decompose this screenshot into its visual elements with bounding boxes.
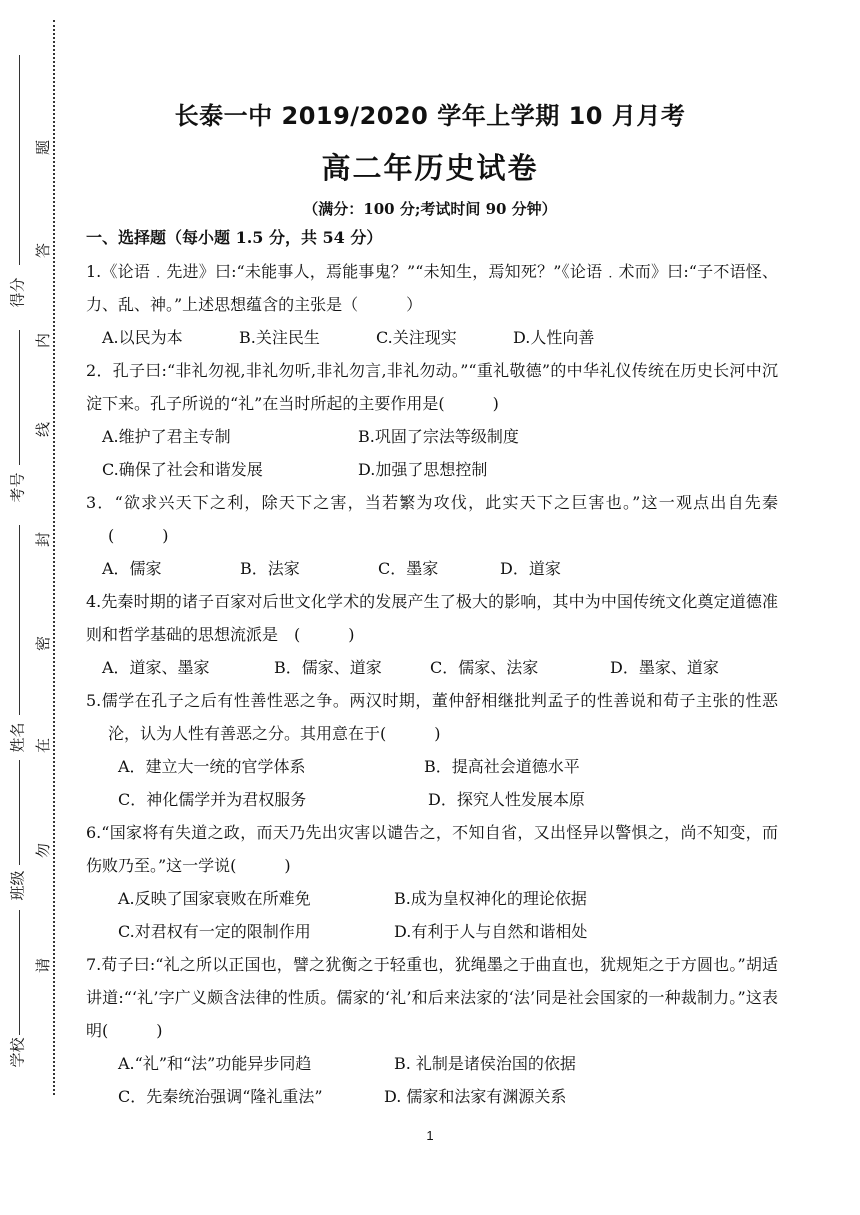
- options-row: [86, 651, 778, 684]
- options-row: [86, 552, 778, 585]
- school-blank-line: [19, 910, 21, 1035]
- option: D．道家: [500, 559, 561, 578]
- option: B．法家: [240, 559, 300, 578]
- option: C.确保了社会和谐发展: [102, 460, 263, 479]
- option: A．建立大一统的官学体系: [118, 757, 306, 776]
- question: [86, 684, 778, 816]
- option: C．墨家: [378, 559, 439, 578]
- option: B.关注民生: [239, 328, 320, 347]
- seal-char: 在: [34, 737, 53, 754]
- option: D．探究人性发展本原: [428, 790, 585, 809]
- option: D. 儒家和法家有渊源关系: [384, 1087, 567, 1106]
- question: [86, 948, 778, 1113]
- option: D.有利于人与自然和谐相处: [394, 922, 588, 941]
- option: B.成为皇权神化的理论依据: [394, 889, 587, 908]
- seal-char: 内: [34, 332, 53, 349]
- option: A．道家、墨家: [102, 658, 210, 677]
- question-stem: 5.儒学在孔子之后有性善性恶之争。两汉时期，董仲舒相继批判孟子的性善说和荀子主张的性恶沦，认为人性有善恶之分。其用意在于( ): [86, 691, 778, 743]
- options-row: [86, 1047, 778, 1080]
- seal-char: 题: [34, 139, 53, 156]
- options-row: [86, 750, 778, 783]
- option: B．提高社会道德水平: [424, 757, 580, 776]
- name-blank-line: [19, 525, 21, 715]
- seal-char: 请: [34, 957, 53, 974]
- option: C．先秦统治强调“隆礼重法”: [118, 1087, 323, 1106]
- options-row: [86, 1080, 778, 1113]
- question-stem: 2．孔子曰:“非礼勿视,非礼勿听,非礼勿言,非礼勿动。”“重礼敬德”的中华礼仪传统在历史长河中沉淀下来。孔子所说的“礼”在当时所起的主要作用是( ): [86, 361, 778, 413]
- option: C.关注现实: [376, 328, 457, 347]
- option: A.“礼”和“法”功能异步同趋: [118, 1054, 312, 1073]
- options-row: [86, 420, 778, 453]
- question: [86, 816, 778, 948]
- option: A.以民为本: [102, 328, 183, 347]
- seal-char: 线: [34, 421, 53, 438]
- option: D．墨家、道家: [610, 658, 719, 677]
- field-exam-number-label: 考号: [8, 472, 27, 503]
- question-stem: 6.“国家将有失道之政，而天乃先出灾害以谴告之，不知自省，又出怪异以警惧之，尚不知变，而伤败乃至。”这一学说( ): [86, 823, 778, 875]
- option: A.维护了君主专制: [102, 427, 231, 446]
- seal-char: 答: [34, 242, 53, 259]
- page-number: 1: [426, 1128, 434, 1143]
- field-name-label: 姓名: [8, 722, 27, 753]
- options-row: [86, 882, 778, 915]
- question-stem: 3．“欲求兴天下之利，除天下之害，当若繁为攻伐，此实天下之巨害也。”这一观点出自先秦 ( ): [86, 493, 795, 545]
- options-row: [86, 321, 778, 354]
- field-class-label: 班级: [8, 870, 27, 901]
- field-school-label: 学校: [8, 1037, 27, 1068]
- question-stem: 7.荀子曰:“礼之所以正国也，譬之犹衡之于轻重也，犹绳墨之于曲直也，犹规矩之于方圆也。”胡适讲道:“‘礼’字广义颇含法律的性质。儒家的‘礼’和后来法家的‘法’同是社会国家的一种裁制力。”这表明( ): [86, 955, 778, 1040]
- question: [86, 486, 795, 585]
- question-stem: 4.先秦时期的诸子百家对后世文化学术的发展产生了极大的影响，其中为中国传统文化奠定道德准则和哲学基础的思想流派是 ( ): [86, 592, 778, 644]
- question: [86, 354, 778, 486]
- question: [86, 255, 778, 354]
- section-heading: 一、选择题（每小题 1.5 分，共 54 分）: [86, 228, 383, 247]
- seal-char: 勿: [34, 842, 53, 859]
- exam-title: 长泰一中 2019/2020 学年上学期 10 月月考: [174, 102, 686, 130]
- option: B. 礼制是诸侯治国的依据: [394, 1054, 576, 1073]
- class-blank-line: [19, 760, 21, 865]
- question-list: [86, 255, 795, 1113]
- question: [86, 585, 778, 684]
- options-row: [86, 783, 778, 816]
- option: A．儒家: [102, 559, 162, 578]
- option: D.加强了思想控制: [358, 460, 488, 479]
- exam-number-blank-line: [19, 330, 21, 465]
- option: C．儒家、法家: [430, 658, 539, 677]
- options-row: [86, 453, 778, 486]
- option: A.反映了国家衰败在所难免: [118, 889, 311, 908]
- option: B.巩固了宗法等级制度: [358, 427, 519, 446]
- question-stem: 1.《论语﹒先进》曰:“未能事人，焉能事鬼？”“未知生，焉知死？”《论语﹒术而》曰:“子不语怪、力、乱、神。”上述思想蕴含的主张是（ ）: [86, 262, 778, 314]
- option: C．神化儒学并为君权服务: [118, 790, 307, 809]
- field-score-label: 得分: [8, 277, 27, 308]
- exam-score-time: （满分：100 分;考试时间 90 分钟）: [303, 200, 557, 218]
- option: C.对君权有一定的限制作用: [118, 922, 311, 941]
- option: B．儒家、道家: [274, 658, 382, 677]
- paper-title: 高二年历史试卷: [321, 151, 539, 185]
- option: D.人性向善: [513, 328, 595, 347]
- seal-char: 密: [34, 635, 53, 652]
- options-row: [86, 915, 778, 948]
- seal-char: 封: [34, 531, 53, 548]
